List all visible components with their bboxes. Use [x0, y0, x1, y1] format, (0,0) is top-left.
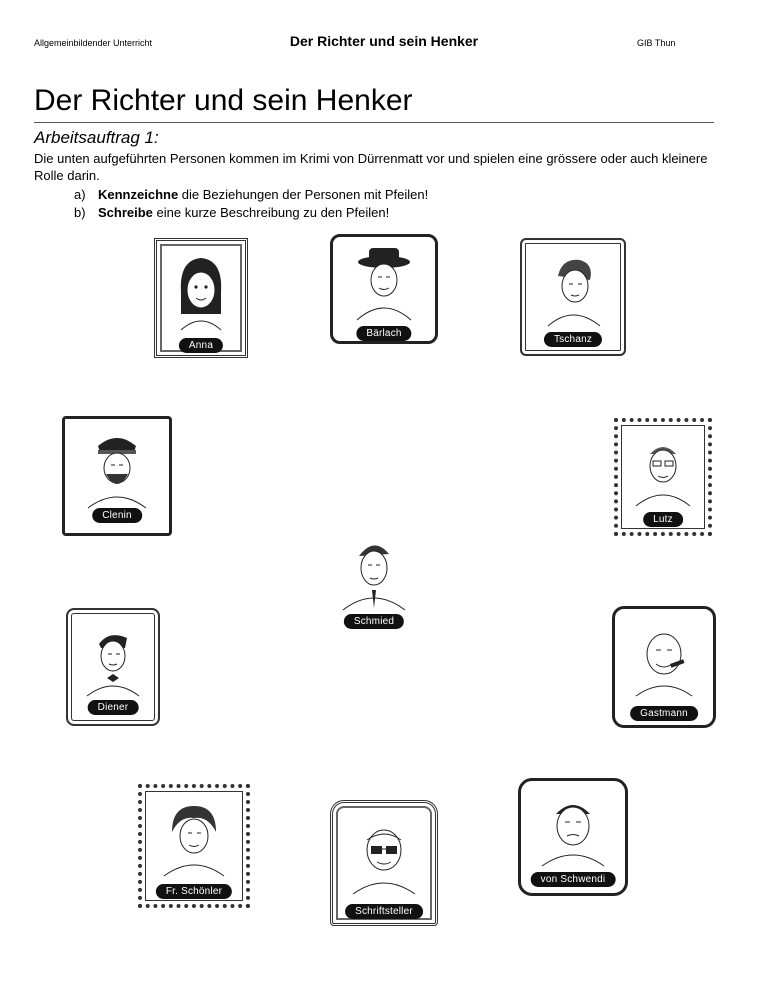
task-item-text: eine kurze Beschreibung zu den Pfeilen! — [152, 205, 390, 220]
character-card-diener — [66, 608, 160, 726]
character-label: Tschanz — [544, 332, 602, 347]
title-rule — [34, 122, 714, 123]
header-left: Allgemeinbildender Unterricht — [34, 38, 153, 48]
character-label: Clenin — [92, 508, 142, 523]
character-card-tschanz — [520, 238, 626, 356]
portrait-clenin — [82, 428, 152, 510]
header-center: Der Richter und sein Henker — [289, 33, 479, 49]
task-heading: Arbeitsauftrag 1: — [34, 128, 159, 147]
character-label: Schriftsteller — [345, 904, 423, 919]
portrait-schoenler — [158, 798, 230, 878]
task-item-verb: Schreibe — [98, 205, 153, 220]
character-card-von-schwendi — [518, 778, 628, 896]
character-label: Lutz — [643, 512, 683, 527]
character-card-lutz — [614, 418, 712, 536]
portrait-diener — [83, 622, 143, 698]
character-label: Fr. Schönler — [156, 884, 232, 899]
character-card-anna — [154, 238, 248, 358]
character-label: Anna — [179, 338, 223, 353]
character-label: Schmied — [344, 614, 404, 629]
task-item-marker: a) — [74, 187, 86, 202]
portrait-lutz — [632, 432, 694, 508]
character-card-gastmann — [612, 606, 716, 728]
character-card-schmied — [334, 530, 414, 634]
task-intro: Die unten aufgeführten Personen kommen im Krimi von Dürrenmatt vor und spielen eine grössere oder auch kleinere Rolle darin. — [34, 151, 708, 183]
task-list — [34, 186, 428, 222]
task-item-marker: b) — [74, 205, 86, 220]
page-title: Der Richter und sein Henker — [34, 84, 413, 117]
character-label: Diener — [88, 700, 139, 715]
character-label: Bärlach — [356, 326, 411, 341]
character-label: Gastmann — [630, 706, 698, 721]
character-card-schriftsteller — [330, 800, 438, 926]
portrait-schmied — [339, 532, 409, 612]
character-card-baerlach — [330, 234, 438, 344]
portrait-schriftsteller — [349, 814, 419, 896]
task-item-a — [34, 186, 428, 204]
character-label: von Schwendi — [531, 872, 616, 887]
portrait-gastmann — [630, 620, 698, 698]
task-item-text: die Beziehungen der Personen mit Pfeilen! — [178, 187, 429, 202]
portrait-anna — [171, 252, 231, 332]
character-card-schoenler — [138, 784, 250, 908]
portrait-von-schwendi — [538, 790, 608, 868]
character-card-clenin — [62, 416, 172, 536]
task-item-b — [34, 204, 428, 222]
header-right: GIB Thun — [637, 38, 676, 48]
portrait-baerlach — [349, 244, 419, 322]
portrait-tschanz — [540, 250, 606, 328]
task-item-verb: Kennzeichne — [98, 187, 179, 202]
